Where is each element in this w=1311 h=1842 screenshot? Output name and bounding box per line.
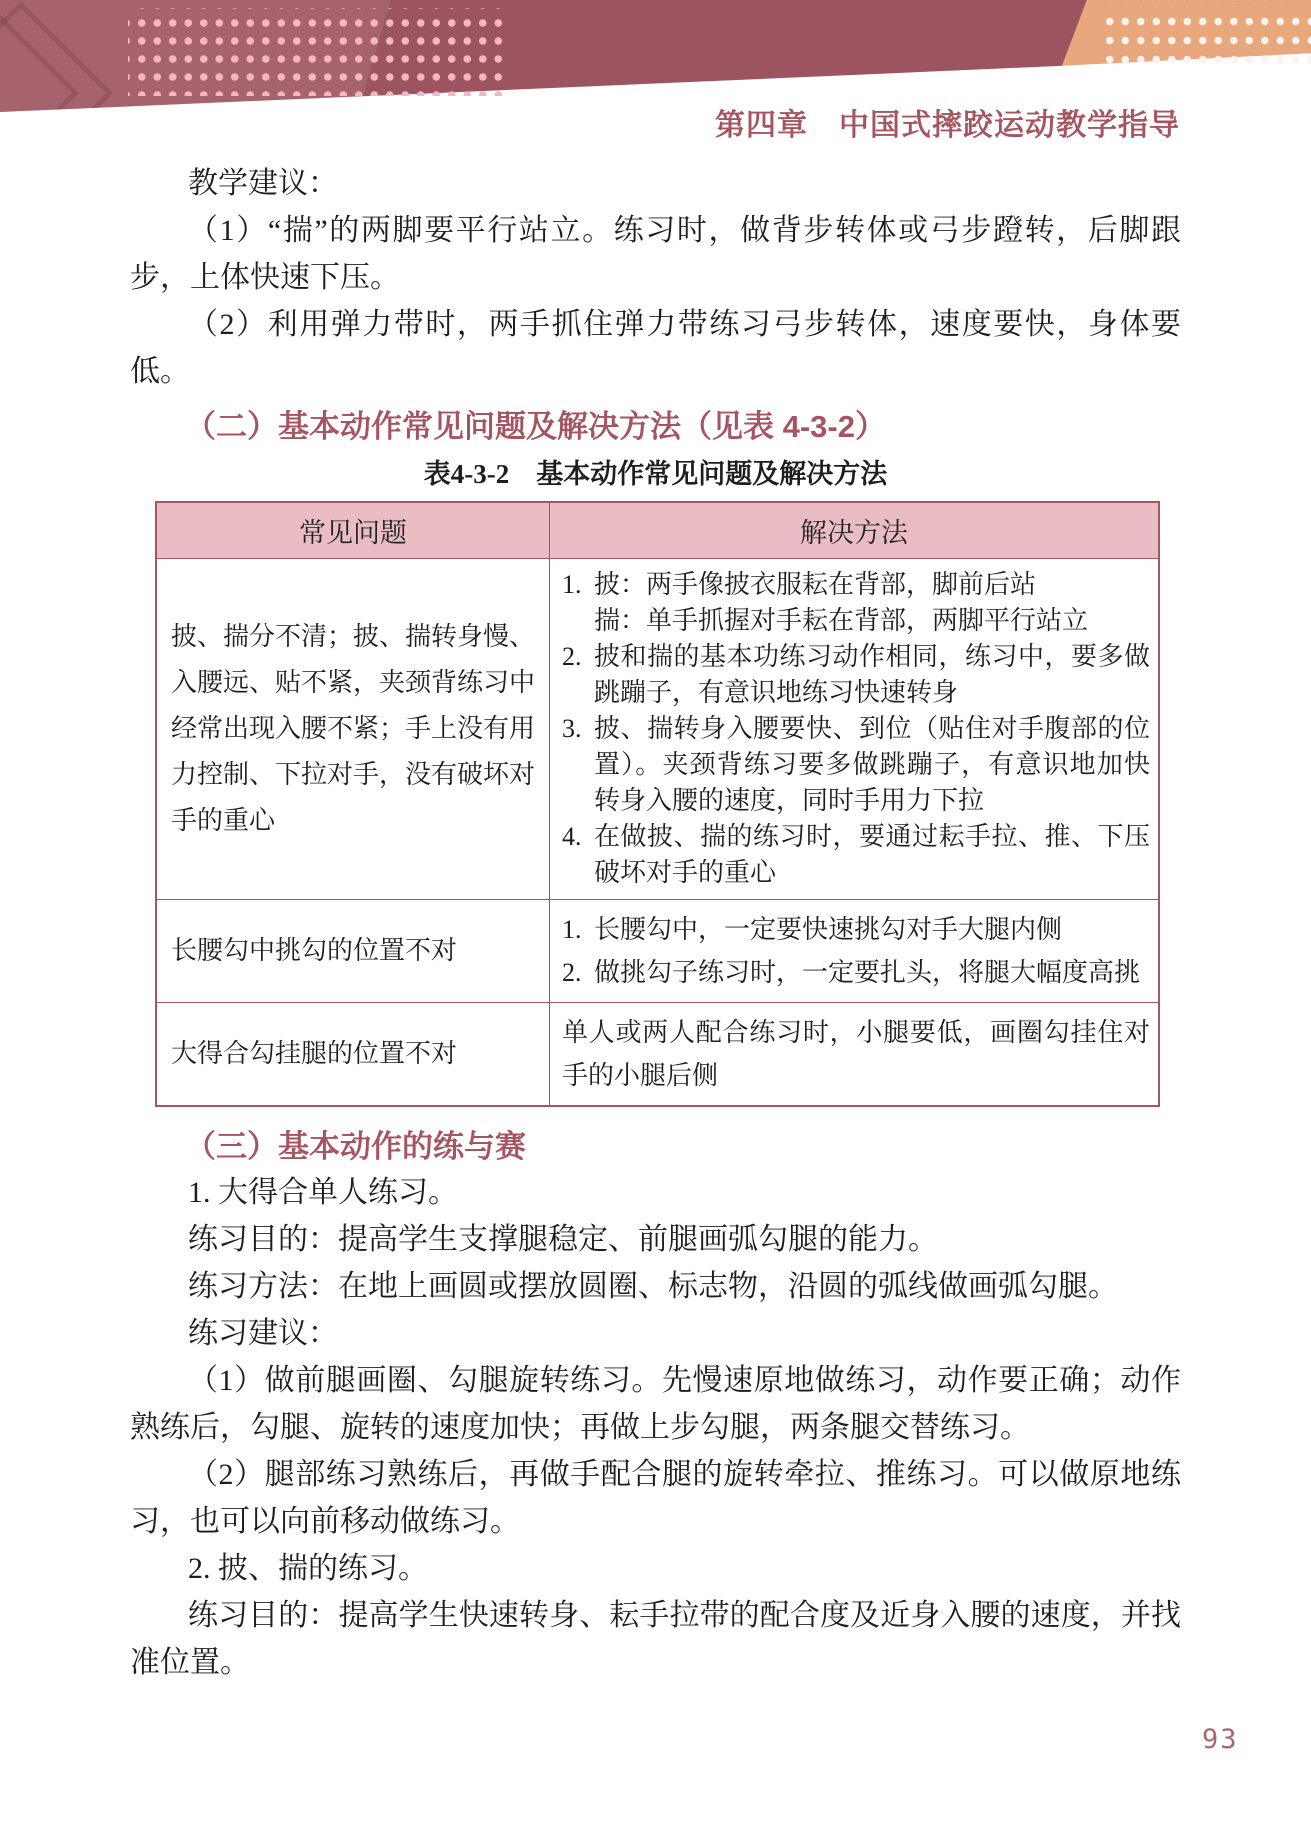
solution-item-text: 长腰勾中，一定要快速挑勾对手大腿内侧: [594, 915, 1063, 944]
solution-item-number: 3.: [562, 714, 582, 743]
dots-pattern-orange: [1098, 6, 1311, 66]
solution-cell: [550, 559, 1160, 900]
solution-cell: [550, 900, 1160, 1003]
chevron-decoration-icon: [0, 1, 113, 185]
paragraph-practice-2-title: 2. 披、揣的练习。: [188, 1552, 428, 1585]
table-caption: 表4-3-2 基本动作常见问题及解决方法: [423, 459, 888, 489]
paragraph-practice-1-method: 练习方法：在地上画圆或摆放圆圈、标志物，沿圆的弧线做画弧勾腿。: [188, 1270, 1118, 1303]
solution-item-text: 单人或两人配合练习时，小腿要低，画圈勾挂住对手的小腿后侧: [562, 1018, 1150, 1090]
paragraph-practice-1-advice-2: （2）腿部练习熟练后，再做手配合腿的旋转牵拉、推练习。可以做原地练习，也可以向前移动做练习。: [130, 1458, 1181, 1538]
solution-cell: [550, 1003, 1160, 1107]
problems-solutions-table: [155, 501, 1160, 1107]
paragraph-teaching-advice-lead: 教学建议：: [188, 167, 338, 200]
solution-item: [562, 819, 1150, 891]
solution-item: [562, 567, 1150, 603]
solution-item: [562, 951, 1150, 994]
solution-item-number: 1.: [562, 915, 582, 944]
solution-item-number: 2.: [562, 642, 582, 671]
page-content: [130, 160, 1181, 1686]
solution-item-text: 在做披、揣的练习时，要通过耘手拉、推、下压破坏对手的重心: [594, 822, 1150, 887]
problem-cell: 披、揣分不清；披、揣转身慢、入腰远、贴不紧，夹颈背练习中经常出现入腰不紧；手上没有用力控制、下拉对手，没有破坏对手的重心: [156, 559, 550, 900]
solution-item-text: 做挑勾子练习时，一定要扎头，将腿大幅度高挑: [594, 958, 1141, 987]
solution-item: [562, 603, 1150, 639]
paragraph-practice-1-advice-1: （1）做前腿画圈、勾腿旋转练习。先慢速原地做练习，动作要正确；动作熟练后，勾腿、旋转的速度加快；再做上步勾腿，两条腿交替练习。: [130, 1364, 1181, 1444]
solution-item-text: 披和揣的基本功练习动作相同，练习中，要多做跳蹦子，有意识地练习快速转身: [594, 642, 1150, 707]
paragraph-practice-1-advice-lead: 练习建议：: [188, 1317, 338, 1350]
page-number: 93: [1202, 1724, 1239, 1755]
solution-item: [562, 1011, 1150, 1097]
solution-item-number: 2.: [562, 958, 582, 987]
table-row: [156, 559, 1159, 900]
solution-item-number: 1.: [562, 570, 582, 599]
problem-cell: 大得合勾挂腿的位置不对: [156, 1003, 550, 1107]
solution-item: [562, 908, 1150, 951]
solution-item-number: 4.: [562, 822, 582, 851]
paragraph-practice-1-title: 1. 大得合单人练习。: [188, 1176, 458, 1209]
page-header: [0, 0, 1311, 140]
dots-pattern-maroon: [128, 8, 508, 96]
table-row: [156, 900, 1159, 1003]
paragraph-advice-2: （2）利用弹力带时，两手抓住弹力带练习弓步转体，速度要快，身体要低。: [130, 308, 1181, 388]
section-3-heading: （三）基本动作的练与赛: [185, 1129, 526, 1164]
paragraph-advice-1: （1）“揣”的两脚要平行站立。练习时，做背步转体或弓步蹬转，后脚跟步，上体快速下压。: [130, 214, 1181, 294]
section-2-heading: （二）基本动作常见问题及解决方法（见表 4-3-2）: [185, 409, 886, 444]
solution-item-text: 披：两手像披衣服耘在背部，脚前后站: [594, 570, 1037, 599]
solution-item-text: 揣：单手抓握对手耘在背部，两脚平行站立: [594, 606, 1089, 635]
column-header-problem: 常见问题: [156, 502, 550, 559]
solution-item: [562, 711, 1150, 819]
paragraph-practice-2-goal: 练习目的：提高学生快速转身、耘手拉带的配合度及近身入腰的速度，并找准位置。: [130, 1599, 1181, 1679]
chapter-title: 第四章 中国式摔跤运动教学指导: [715, 109, 1180, 142]
problem-cell: 长腰勾中挑勾的位置不对: [156, 900, 550, 1003]
table-header-row: [156, 502, 1159, 559]
column-header-solution: 解决方法: [550, 502, 1160, 559]
solution-item: [562, 639, 1150, 711]
solution-item-text: 披、揣转身入腰要快、到位（贴住对手腹部的位置）。夹颈背练习要多做跳蹦子，有意识地加快转身入腰的速度，同时手用力下拉: [594, 714, 1150, 815]
paragraph-practice-1-goal: 练习目的：提高学生支撑腿稳定、前腿画弧勾腿的能力。: [188, 1223, 938, 1256]
table-row: [156, 1003, 1159, 1107]
